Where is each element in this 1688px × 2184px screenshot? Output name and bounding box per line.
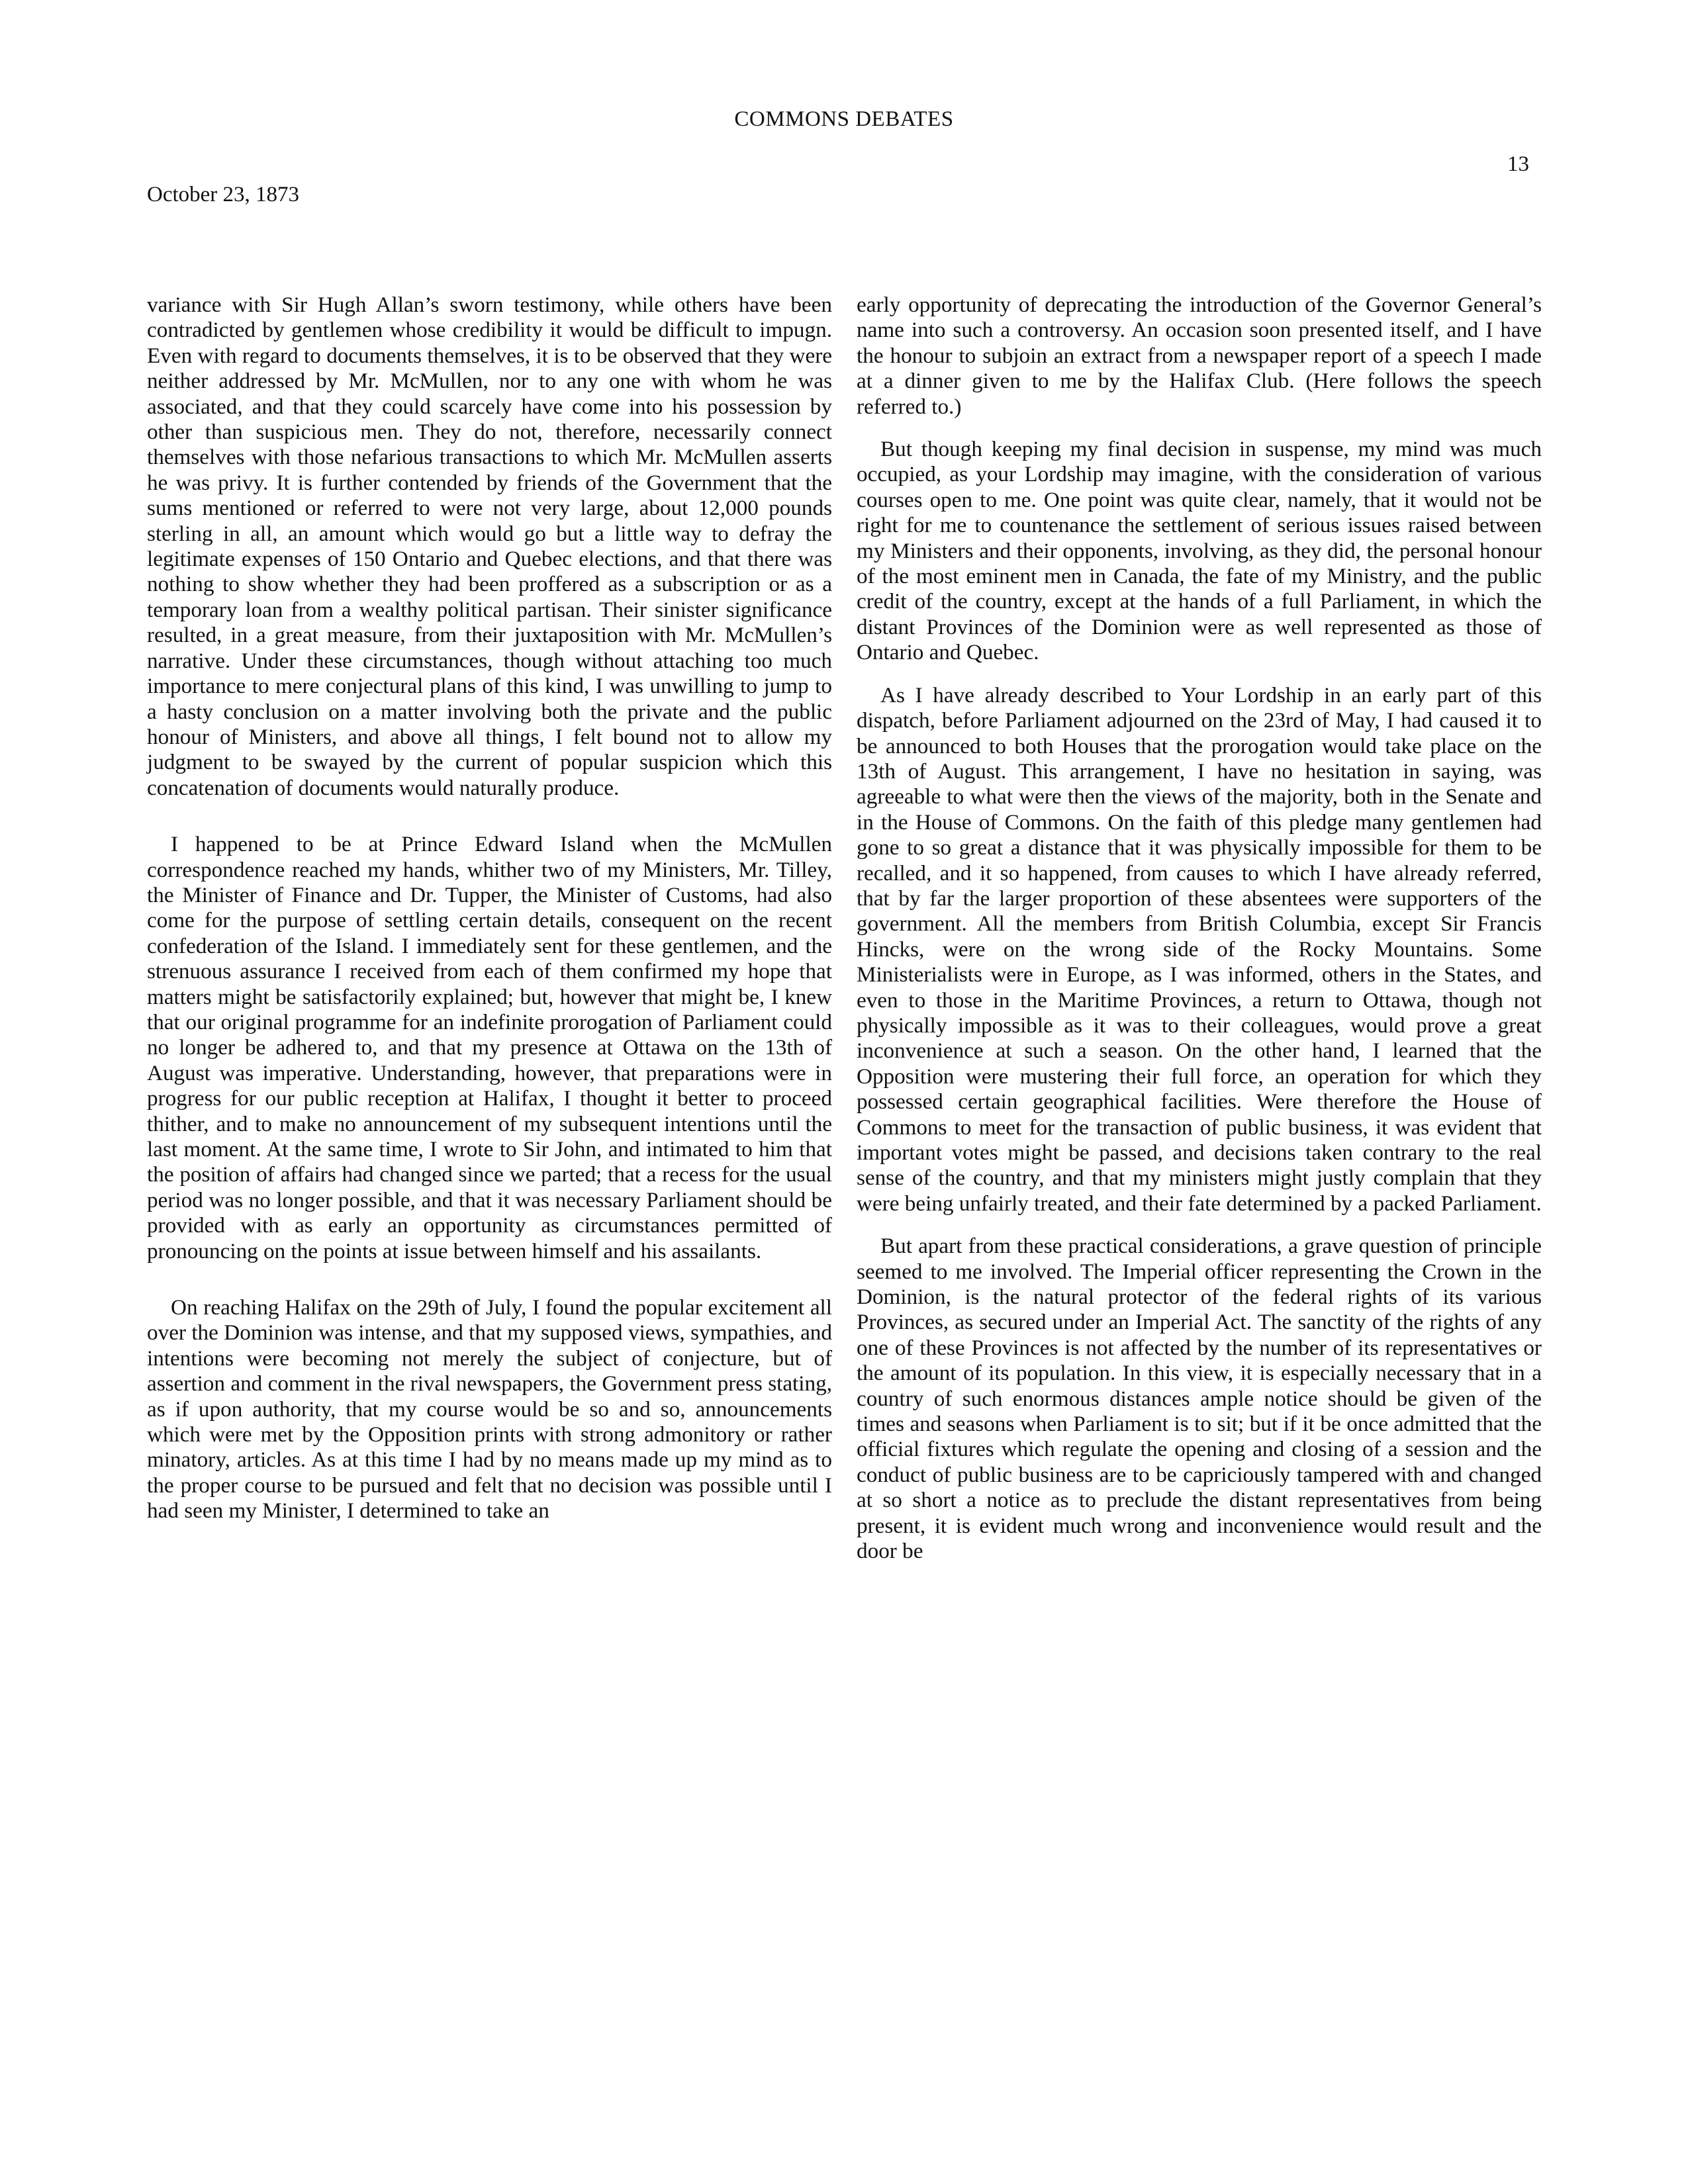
paragraph: But apart from these practical considerations, a grave question of principle seemed to me involved. The Imperial officer representing the Crown in the Dominion, is the natural protector of the federal rights of its various Provinces, as secured under an Imperial Act. The sanctity of the rights of any one of these Provinces is not affected by the number of its representatives or the amount of its population. In this view, it is especially necessary that in a country of such enormous distances ample notice should be given of the times and seasons when Parliament is to sit; but if it be once admitted that the official fixtures which regulate the opening and closing of a session and the conduct of public business are to be capriciously tampered with and changed at so short a notice as to preclude the distant representatives from being present, it is evident much wrong and inconvenience would result and the door be bbox=[857, 1234, 1542, 1564]
paragraph: I happened to be at Prince Edward Island when the McMullen correspondence reached my hands, whither two of my Ministers, Mr. Tilley, the Minister of Finance and Dr. Tupper, the Minister of Customs, had also come for the purpose of settling certain details, consequent on the recent confederation of the Island. I immediately sent for these gentlemen, and the strenuous assurance I received from each of them confirmed my hope that matters might be satisfactorily explained; but, however that might be, I knew that our original programme for an indefinite prorogation of Parliament could no longer be adhered to, and that my presence at Ottawa on the 13th of August was imperative. Understanding, however, that preparations were in progress for our public reception at Halifax, I thought it better to proceed thither, and to make no announcement of my subsequent intentions until the last moment. At the same time, I wrote to Sir John, and intimated to him that the position of affairs had changed since we parted; that a recess for the usual period was no longer possible, and that it was necessary Parliament should be provided with as early an opportunity as circumstances permitted of pronouncing on the points at issue between himself and his assailants. bbox=[147, 832, 832, 1263]
page-date: October 23, 1873 bbox=[147, 183, 300, 206]
left-column bbox=[147, 293, 832, 1539]
running-head-title: COMMONS DEBATES bbox=[734, 107, 954, 131]
paragraph: On reaching Halifax on the 29th of July, I found the popular excitement all over the Dominion was intense, and that my supposed views, sympathies, and intentions were becoming not merely the subject of conjecture, but of assertion and comment in the rival newspapers, the Government press stating, as if upon authority, that my course would be so and so, announcements which were met by the Opposition prints with strong admonitory or rather minatory, articles. As at this time I had by no means made up my mind as to the proper course to be pursued and felt that no decision was possible until I had seen my Minister, I determined to take an bbox=[147, 1295, 832, 1524]
right-column bbox=[857, 293, 1542, 1579]
page-number: 13 bbox=[1507, 152, 1529, 176]
paragraph: early opportunity of deprecating the introduction of the Governor General’s name into such a controversy. An occasion soon presented itself, and I have the honour to subjoin an extract from a newspaper report of a speech I made at a dinner given to me by the Halifax Club. (Here follows the speech referred to.) bbox=[857, 293, 1542, 419]
paragraph: variance with Sir Hugh Allan’s sworn testimony, while others have been contradicted by gentlemen whose credibility it would be difficult to impugn. Even with regard to documents themselves, it is to be observed that they were neither addressed by Mr. McMullen, nor to any one with whom he was associated, and that they could scarcely have come into his possession by other than suspicious men. They do not, therefore, necessarily connect themselves with those nefarious transactions to which Mr. McMullen asserts he was privy. It is further contended by friends of the Government that the sums mentioned or referred to were not very large, about 12,000 pounds sterling in all, an amount which would go but a little way to defray the legitimate expenses of 150 Ontario and Quebec elections, and that there was nothing to show whether they had been proffered as a subscription or as a temporary loan from a wealthy political partisan. Their sinister significance resulted, in a great measure, from their juxtaposition with Mr. McMullen’s narrative. Under these circumstances, though without attaching too much importance to mere conjectural plans of this kind, I was unwilling to jump to a hasty conclusion on a matter involving both the private and the public honour of Ministers, and above all things, I felt bound not to allow my judgment to be swayed by the current of popular suspicion which this concatenation of documents would naturally produce. bbox=[147, 293, 832, 800]
paragraph: As I have already described to Your Lordship in an early part of this dispatch, before Parliament adjourned on the 23rd of May, I had caused it to be announced to both Houses that the prorogation would take place on the 13th of August. This arrangement, I have no hesitation in saying, was agreeable to what were then the views of the majority, both in the Senate and in the House of Commons. On the faith of this pledge many gentlemen had gone to so great a distance that it was physically impossible for them to be recalled, and it so happened, from causes to which I have already referred, that by far the larger proportion of these absentees were supporters of the government. All the members from British Columbia, except Sir Francis Hincks, were on the wrong side of the Rocky Mountains. Some Ministerialists were in Europe, as I was informed, others in the States, and even to those in the Maritime Provinces, a return to Ottawa, though not physically impossible as it was to their colleagues, would prove a great inconvenience at such a season. On the other hand, I learned that the Opposition were mustering their full force, an operation for which they possessed certain geographical facilities. Were therefore the House of Commons to meet for the transaction of public business, it was evident that important votes might be passed, and decisions taken contrary to the real sense of the country, and that my ministers might justly complain that they were being unfairly treated, and their fate determined by a packed Parliament. bbox=[857, 682, 1542, 1216]
paragraph: But though keeping my final decision in suspense, my mind was much occupied, as your Lordship may imagine, with the consideration of various courses open to me. One point was quite clear, namely, that it would not be right for me to countenance the settlement of serious issues raised between my Ministers and their opponents, involving, as they did, the personal honour of the most eminent men in Canada, the fate of my Ministry, and the public credit of the country, except at the hands of a full Parliament, in which the distant Provinces of the Dominion were as well represented as those of Ontario and Quebec. bbox=[857, 437, 1542, 665]
